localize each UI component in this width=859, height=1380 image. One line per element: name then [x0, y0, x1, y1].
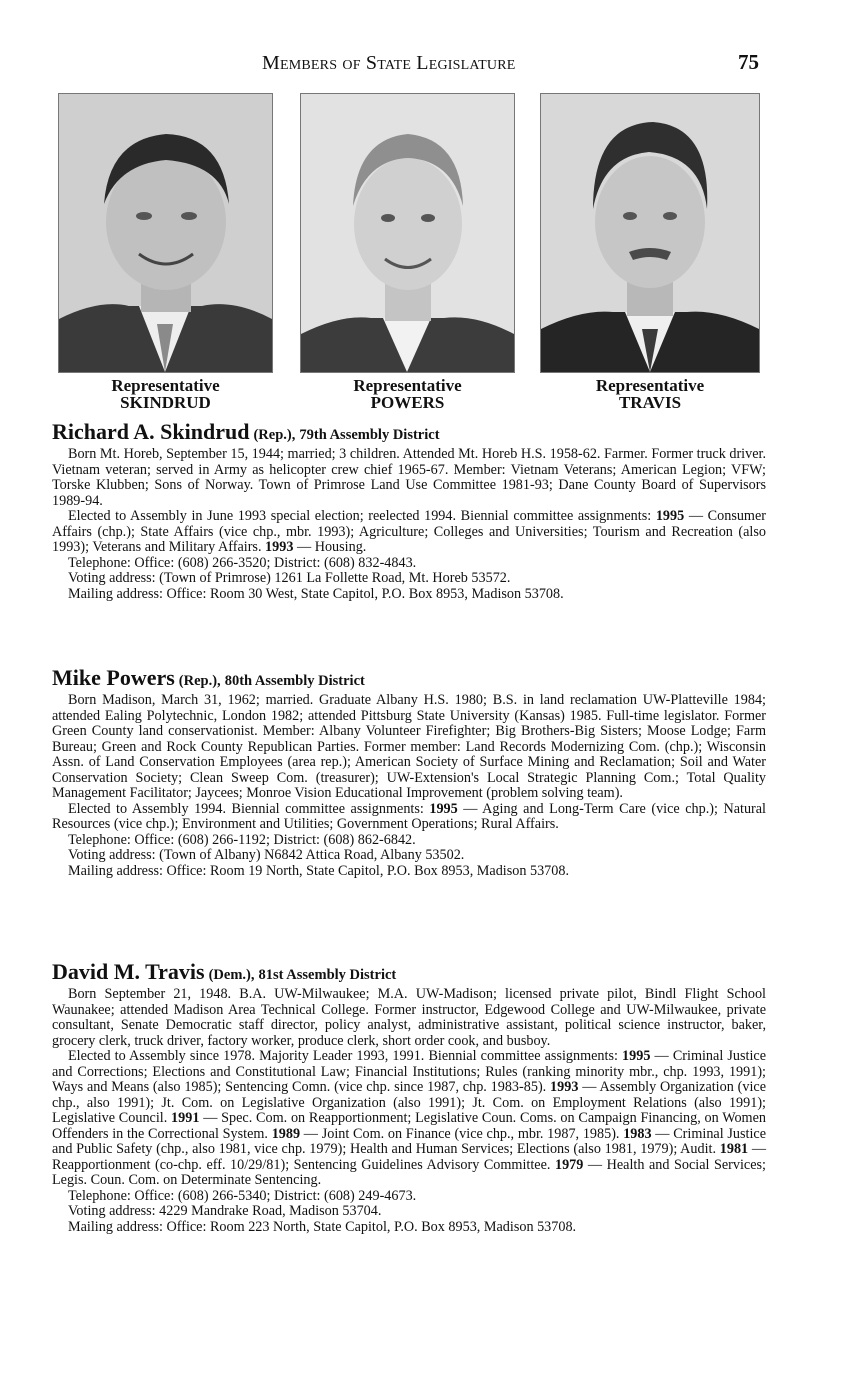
portrait-travis — [540, 93, 760, 373]
telephone-line: Telephone: Office: (608) 266-3520; District: (608) 832-4843. — [68, 554, 417, 571]
caption-title-skindrud: Representative — [111, 376, 220, 395]
page-number: 75 — [738, 50, 759, 74]
portrait-powers — [300, 93, 515, 373]
portrait-powers-image — [301, 94, 514, 372]
service-text: — Assembly Organization (vice chp., also 1991); Jt. Com. on Legislative Organization (also 1991); Jt. Com. on Employment Relations (also 1991); Legislative Council. — [52, 1079, 766, 1126]
service-text: — Joint Com. on Finance (vice chp., mbr. 1987, 1985). — [300, 1125, 624, 1142]
entry-party: (Rep.), — [253, 427, 296, 443]
service-year: 1995 — [622, 1048, 651, 1064]
entry-powers — [52, 666, 766, 879]
entry-party: (Rep.), — [178, 673, 221, 689]
service-year: 1979 — [554, 1156, 584, 1173]
service-paragraph — [52, 509, 766, 556]
photo-card-powers — [300, 93, 515, 411]
biography-paragraph: Born Mt. Horeb, September 15, 1944; married; 3 children. Attended Mt. Horeb H.S. 1958-62. Farmer. Former truck driver. Vietnam veteran; served in Army as helicopter crew chief 1965-67. Member: Vietnam Veterans; American Legion; VFW; Torske Klubben; Sons of Norway. Town of Primrose Land Use Committee 1981-93; Dane County Board of Supervisors 1989-94. — [52, 446, 766, 509]
portrait-travis-image — [541, 94, 759, 372]
entry-name: David M. Travis — [52, 959, 205, 984]
mailing-address-line: Mailing address: Office: Room 223 North, State Capitol, P.O. Box 8953, Madison 53708. — [68, 1218, 577, 1235]
caption-name-powers: POWERS — [370, 393, 445, 412]
voting-address-line: Voting address: (Town of Albany) N6842 Attica Road, Albany 53502. — [68, 847, 465, 863]
voting-address-line: Voting address: (Town of Primrose) 1261 La Follette Road, Mt. Horeb 53572. — [68, 570, 511, 586]
service-text: Elected to Assembly since 1978. Majority Leader 1993, 1991. Biennial committee assignments: — [68, 1048, 623, 1064]
entry-travis — [52, 960, 766, 1235]
service-text: — Criminal Justice and Public Safety (chp., also 1981, vice chp. 1979); Health and Human Services; Elections (also 1981, 1979); Audit. — [52, 1125, 766, 1157]
photo-row — [0, 93, 859, 413]
caption-name-skindrud: SKINDRUD — [120, 393, 211, 412]
mailing-address-line: Mailing address: Office: Room 30 West, State Capitol, P.O. Box 8953, Madison 53708. — [68, 585, 564, 602]
entry-skindrud — [52, 420, 766, 602]
service-text: Elected to Assembly in June 1993 special election; reelected 1994. Biennial committee assignments: — [68, 508, 656, 524]
photo-card-travis — [540, 93, 760, 411]
service-year: 1995 — [655, 508, 685, 524]
entry-district: 80th Assembly District — [224, 673, 365, 689]
entry-name: Richard A. Skindrud — [52, 419, 250, 444]
service-year: 1995 — [429, 800, 458, 817]
service-year: 1989 — [271, 1125, 301, 1142]
entry-district: 81st Assembly District — [258, 967, 397, 983]
portrait-skindrud-image — [59, 94, 272, 372]
mailing-address-line: Mailing address: Office: Room 19 North, State Capitol, P.O. Box 8953, Madison 53708. — [68, 862, 570, 879]
service-year: 1993 — [550, 1079, 579, 1095]
caption-name-travis: TRAVIS — [618, 393, 682, 412]
entry-party: (Dem.), — [208, 967, 255, 983]
entry-name: Mike Powers — [52, 665, 175, 690]
service-text: — Reapportionment (co-chp. eff. 10/29/81); Sentencing Guidelines Advisory Committee. — [52, 1141, 767, 1173]
caption-title-travis: Representative — [595, 376, 705, 395]
service-text: — Health and Social Services; Legis. Coun. Com. on Determinate Sentencing. — [52, 1156, 766, 1188]
portrait-skindrud — [58, 93, 273, 373]
biography-paragraph: Born September 21, 1948. B.A. UW-Milwaukee; M.A. UW-Madison; licensed private pilot, Bindl Flight School Waunakee; attended Madison Area Technical College. Former instructor, Edgewood College and UW-Milwaukee, private consultant, Senate Democratic staff director, policy analyst, administrative assistant, political science instructor, baker, grocery clerk, truck driver, factory worker, produce clerk, short order cook, and busboy. — [52, 986, 766, 1049]
service-text: — Criminal Justice and Corrections; Elections and Constitutional Law; Financial Institutions; Rules (ranking minority mbr., chp. 1993, 1991); Ways and Means (also 1985); Sentencing Comn. (vice chp. since 1987, chp. 1983-85). — [52, 1048, 766, 1095]
caption-title-powers: Representative — [353, 376, 462, 395]
service-year: 1981 — [719, 1141, 749, 1157]
service-text: — Consumer Affairs (chp.); State Affairs (vice chp., mbr. 1993); Agriculture; Colleges and Universities; Tourism and Recreation (also 1993); Veterans and Military Affairs. — [52, 508, 766, 555]
service-paragraph — [52, 1049, 766, 1189]
telephone-line: Telephone: Office: (608) 266-5340; District: (608) 249-4673. — [68, 1187, 417, 1204]
entry-heading — [52, 420, 766, 447]
entry-heading — [52, 666, 766, 693]
running-title: Members of State Legislature — [262, 52, 516, 74]
service-text: — Aging and Long-Term Care (vice chp.); Natural Resources (vice chp.); Environment and Utilities; Government Operations; Rural Affairs. — [52, 800, 766, 832]
photo-card-skindrud — [58, 93, 273, 411]
voting-address-line: Voting address: 4229 Mandrake Road, Madison 53704. — [68, 1203, 382, 1219]
entry-district: 79th Assembly District — [299, 427, 440, 443]
service-year: 1983 — [623, 1125, 652, 1142]
service-text: Elected to Assembly 1994. Biennial committee assignments: — [68, 800, 430, 817]
running-head — [0, 52, 859, 82]
service-text: — Spec. Com. on Reapportionment; Legislative Coun. Coms. on Campaign Financing, on Women Offenders in the Correctional System. — [52, 1110, 766, 1142]
entry-heading — [52, 960, 766, 987]
service-year: 1991 — [171, 1110, 200, 1126]
service-paragraph — [52, 802, 766, 833]
telephone-line: Telephone: Office: (608) 266-1192; District: (608) 862-6842. — [68, 831, 416, 848]
biography-paragraph: Born Madison, March 31, 1962; married. Graduate Albany H.S. 1980; B.S. in land reclamation UW-Platteville 1984; attended Ealing Polytechnic, London 1982; attended Pittsburg State University (Kansas) 1985. Full-time legislator. Former Green County land conservationist. Member: Albany Volunteer Firefighter; Big Brothers-Big Sisters; Moose Lodge; Farm Bureau; Green and Rock County Republican Parties. Former member: Land Records Modernizing Com. (chp.); Wisconsin Assn. of Land Conservation Employees (area rep.); American Society of Surface Mining and Reclamation; Soil and Water Conservation Society; Clean Sweep Com. (treasurer); UW-Extension's Local Strategic Planning Com.; Total Quality Management Facilitator; Jaycees; Monroe Vision Educational Improvement (problem solving team). — [52, 692, 766, 801]
service-text: — Housing. — [293, 539, 367, 555]
service-year: 1993 — [265, 539, 294, 555]
